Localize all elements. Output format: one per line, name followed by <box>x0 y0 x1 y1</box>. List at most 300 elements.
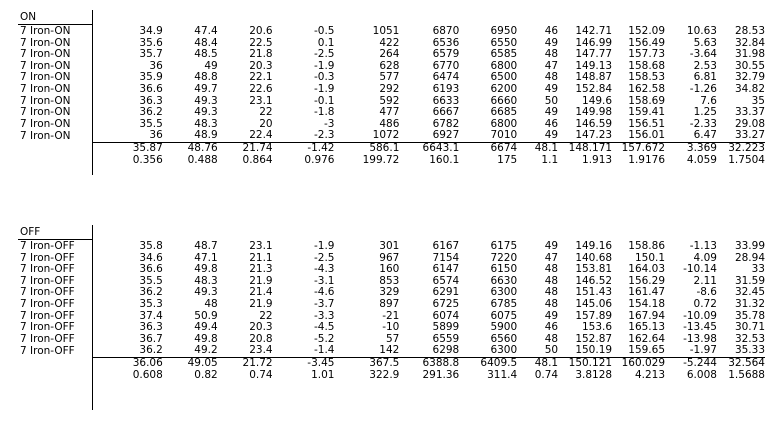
table-cell: 36.2 <box>139 286 163 299</box>
table-cell: 48 <box>544 297 559 310</box>
table-cell: 153.81 <box>575 263 613 276</box>
table-cell: -4.5 <box>313 321 335 334</box>
table-cell: 49 <box>544 240 559 252</box>
table-cell: 22.4 <box>249 129 273 142</box>
stat-cell: 0.976 <box>304 153 335 166</box>
table-cell: 146.59 <box>575 117 613 130</box>
table-cell: 29.08 <box>734 117 765 130</box>
table-cell: 49 <box>544 36 559 49</box>
table-cell: 48 <box>544 332 559 345</box>
table-cell: 21.1 <box>249 251 273 264</box>
table-cell: 6660 <box>490 94 518 107</box>
table-cell: 486 <box>379 117 400 130</box>
row-label: 7 Iron-OFF <box>20 286 75 299</box>
table-cell: 628 <box>379 59 400 72</box>
table-cell: 6927 <box>432 129 460 142</box>
table-cell: 49 <box>544 309 559 322</box>
table-cell: 36 <box>149 129 163 142</box>
table-cell: 36.3 <box>139 94 163 107</box>
table-cell: 6175 <box>490 240 518 252</box>
table-cell: 48.9 <box>194 129 218 142</box>
table-cell: -5.2 <box>313 332 335 345</box>
table-cell: -4.3 <box>313 263 335 276</box>
stat-cell: 3.369 <box>665 142 717 154</box>
table-cell: 6291 <box>432 286 460 299</box>
table-cell: -0.1 <box>313 94 335 107</box>
table-cell: 146.52 <box>575 274 613 287</box>
table-cell: 48 <box>544 286 559 299</box>
row-label: 7 Iron-ON <box>20 94 71 107</box>
table-cell: 33.27 <box>734 129 765 142</box>
stat-cell: 6388.8 <box>399 357 459 369</box>
table-cell: 6574 <box>432 274 460 287</box>
stat-cell: 322.9 <box>369 368 400 381</box>
table-cell: 157.89 <box>575 309 613 322</box>
table-cell: 592 <box>379 94 400 107</box>
table-cell: -10 <box>382 321 400 334</box>
stat-cell: -5.244 <box>665 357 717 369</box>
section-title: OFF <box>20 226 41 238</box>
table-cell: 158.68 <box>628 59 666 72</box>
table-cell: 158.69 <box>628 94 666 107</box>
section-header <box>0 10 765 24</box>
row-label <box>18 370 92 382</box>
table-cell: 159.65 <box>628 344 666 357</box>
table-cell: 301 <box>379 240 400 252</box>
table-cell: 49.4 <box>194 321 218 334</box>
table-cell: 49.3 <box>194 106 218 119</box>
table-cell: 47 <box>544 59 559 72</box>
table-cell: 2.11 <box>693 274 717 287</box>
table-cell: 6536 <box>432 36 460 49</box>
stat-cell: 6.008 <box>686 368 717 381</box>
table-cell: 158.86 <box>628 240 666 252</box>
table-cell: 164.03 <box>628 263 666 276</box>
table-cell: 1051 <box>372 25 400 37</box>
table-cell: 162.58 <box>628 82 666 95</box>
stat-cell: 21.74 <box>218 142 273 154</box>
stat-cell: 49.05 <box>163 357 218 369</box>
table-cell: 49.2 <box>194 344 218 357</box>
table-cell: 30.71 <box>734 321 765 334</box>
table-cell: 22 <box>259 309 273 322</box>
table-cell: 6474 <box>432 71 460 84</box>
table-cell: 264 <box>379 48 400 61</box>
table-row <box>18 322 765 334</box>
table-cell: 149.13 <box>575 59 613 72</box>
table-cell: 156.51 <box>628 117 666 130</box>
table-row <box>18 299 765 311</box>
table-row <box>18 345 765 357</box>
stat-cell: 0.488 <box>187 153 218 166</box>
table-cell: -8.6 <box>696 286 717 299</box>
table-cell: 49.8 <box>194 263 218 276</box>
row-label: 7 Iron-OFF <box>20 251 75 264</box>
table-cell: 32.84 <box>734 36 765 49</box>
table-cell: 6725 <box>432 297 460 310</box>
stat-cell: 1.7504 <box>728 153 765 166</box>
table-cell: 49.3 <box>194 286 218 299</box>
row-label: 7 Iron-OFF <box>20 309 75 322</box>
table-cell: 23.1 <box>249 94 273 107</box>
table-cell: 23.4 <box>249 344 273 357</box>
table-cell: 7010 <box>490 129 518 142</box>
row-label: 7 Iron-ON <box>20 106 71 119</box>
table-cell: 48.8 <box>194 71 218 84</box>
table-cell: 48.3 <box>194 274 218 287</box>
stat-cell: 36.06 <box>92 357 163 369</box>
table-cell: 147.77 <box>575 48 613 61</box>
table-cell: 48 <box>544 263 559 276</box>
table-cell: -3.1 <box>313 274 335 287</box>
table-cell: -3.7 <box>313 297 335 310</box>
table-cell: 21.9 <box>249 297 273 310</box>
table-cell: 6300 <box>490 344 518 357</box>
table-cell: 6685 <box>490 106 518 119</box>
row-label <box>18 142 92 154</box>
table-cell: 6560 <box>490 332 518 345</box>
table-cell: -2.5 <box>313 48 335 61</box>
table-cell: 20.6 <box>249 25 273 37</box>
table-cell: 48 <box>544 274 559 287</box>
table-cell: -1.97 <box>689 344 717 357</box>
table-cell: 149.98 <box>575 106 613 119</box>
stat-cell: 21.72 <box>218 357 273 369</box>
table-cell: 48 <box>544 48 559 61</box>
stat-cell: 3.8128 <box>575 368 613 381</box>
mean-row <box>18 142 765 154</box>
table-cell: 6298 <box>432 344 460 357</box>
table-cell: 48.4 <box>194 36 218 49</box>
table-cell: 140.68 <box>575 251 613 264</box>
table-cell: 154.18 <box>628 297 666 310</box>
table-cell: 36 <box>149 59 163 72</box>
stat-cell: 0.82 <box>194 368 218 381</box>
table-cell: 20.3 <box>249 321 273 334</box>
table-cell: 897 <box>379 297 400 310</box>
table-cell: 292 <box>379 82 400 95</box>
row-label: 7 Iron-OFF <box>20 332 75 345</box>
stat-cell: 175 <box>497 153 518 166</box>
table-cell: 30.55 <box>734 59 765 72</box>
table-cell: 35.6 <box>139 36 163 49</box>
data-table-off <box>18 241 765 381</box>
stat-cell: 48.1 <box>517 142 558 154</box>
table-cell: 28.53 <box>734 25 765 37</box>
table-cell: 34.9 <box>139 25 163 37</box>
table-cell: 142 <box>379 344 400 357</box>
table-cell: 31.32 <box>734 297 765 310</box>
table-cell: 32.45 <box>734 286 765 299</box>
table-row <box>18 130 765 142</box>
table-cell: 32.53 <box>734 332 765 345</box>
table-cell: 148.87 <box>575 71 613 84</box>
table-cell: 49 <box>544 82 559 95</box>
table-cell: 165.13 <box>628 321 666 334</box>
table-cell: -13.45 <box>683 321 717 334</box>
table-cell: 477 <box>379 106 400 119</box>
table-cell: 36.6 <box>139 263 163 276</box>
table-cell: -21 <box>382 309 400 322</box>
table-row <box>18 84 765 96</box>
table-cell: 0.1 <box>317 36 335 49</box>
table-cell: 153.6 <box>582 321 613 334</box>
row-label <box>18 357 92 369</box>
table-cell: 329 <box>379 286 400 299</box>
table-cell: 46 <box>544 321 559 334</box>
table-cell: 156.49 <box>628 36 666 49</box>
table-cell: 6167 <box>432 240 460 252</box>
row-label: 7 Iron-ON <box>20 36 71 49</box>
table-cell: 49.3 <box>194 94 218 107</box>
stat-cell: 1.5688 <box>728 368 765 381</box>
table-cell: 21.3 <box>249 263 273 276</box>
table-cell: 6500 <box>490 71 518 84</box>
table-cell: 35.78 <box>734 309 765 322</box>
stat-cell: 0.74 <box>534 368 559 381</box>
table-cell: 36.7 <box>139 332 163 345</box>
stat-cell: 157.672 <box>612 142 665 154</box>
table-cell: 22.1 <box>249 71 273 84</box>
stat-cell: 6409.5 <box>459 357 517 369</box>
table-cell: 161.47 <box>628 286 666 299</box>
table-cell: 48 <box>544 71 559 84</box>
table-cell: 22.5 <box>249 36 273 49</box>
row-label: 7 Iron-OFF <box>20 344 75 357</box>
table-cell: 6800 <box>490 59 518 72</box>
table-cell: 6782 <box>432 117 460 130</box>
stat-cell: 160.1 <box>429 153 460 166</box>
mean-row <box>18 357 765 369</box>
table-cell: -1.9 <box>313 59 335 72</box>
table-cell: 156.29 <box>628 274 666 287</box>
table-cell: 36.6 <box>139 82 163 95</box>
table-cell: 1.25 <box>693 106 717 119</box>
table-cell: -3.3 <box>313 309 335 322</box>
table-cell: 35.9 <box>139 71 163 84</box>
table-cell: 33.37 <box>734 106 765 119</box>
stat-cell: 311.4 <box>487 368 518 381</box>
table-cell: 152.09 <box>628 25 666 37</box>
stat-cell: -1.42 <box>273 142 335 154</box>
table-cell: 47 <box>544 251 559 264</box>
table-cell: 35.3 <box>139 297 163 310</box>
stat-cell: 1.1 <box>541 153 559 166</box>
table-cell: -10.14 <box>683 263 717 276</box>
stdev-row <box>18 370 765 382</box>
table-cell: 28.94 <box>734 251 765 264</box>
table-cell: 146.99 <box>575 36 613 49</box>
row-label: 7 Iron-ON <box>20 117 71 130</box>
table-cell: 10.63 <box>686 25 717 37</box>
table-cell: 149.6 <box>582 94 613 107</box>
table-cell: 5900 <box>490 321 518 334</box>
table-cell: 36.2 <box>139 106 163 119</box>
table-cell: 5.63 <box>693 36 717 49</box>
table-cell: 422 <box>379 36 400 49</box>
row-label: 7 Iron-ON <box>20 82 71 95</box>
table-row <box>18 26 765 38</box>
table-cell: -2.33 <box>689 117 717 130</box>
table-cell: 150.1 <box>634 251 666 264</box>
section-header <box>0 225 765 239</box>
table-cell: 6633 <box>432 94 460 107</box>
table-cell: 49.7 <box>194 82 218 95</box>
table-cell: 152.87 <box>575 332 613 345</box>
row-label: 7 Iron-ON <box>20 48 71 61</box>
table-cell: 0.72 <box>693 297 717 310</box>
table-cell: 6785 <box>490 297 518 310</box>
stat-cell: 35.87 <box>92 142 163 154</box>
table-cell: 35 <box>751 94 765 107</box>
table-cell: -3 <box>324 117 335 130</box>
table-cell: 7.6 <box>700 94 717 107</box>
table-cell: 20 <box>259 117 273 130</box>
table-cell: 31.98 <box>734 48 765 61</box>
table-cell: 35.5 <box>139 274 163 287</box>
table-cell: -1.26 <box>689 82 717 95</box>
table-cell: 6950 <box>490 25 518 37</box>
table-cell: 35.5 <box>139 117 163 130</box>
table-cell: 46 <box>544 25 559 37</box>
table-cell: 6074 <box>432 309 460 322</box>
row-label: 7 Iron-OFF <box>20 240 75 252</box>
table-cell: 47.1 <box>194 251 218 264</box>
table-cell: 6200 <box>490 82 518 95</box>
stat-cell: 0.356 <box>132 153 163 166</box>
row-label: 7 Iron-OFF <box>20 263 75 276</box>
stat-cell: 0.608 <box>132 368 163 381</box>
table-cell: 35.8 <box>139 240 163 252</box>
table-cell: 48 <box>204 297 218 310</box>
table-cell: -13.98 <box>683 332 717 345</box>
table-cell: -1.13 <box>689 240 717 252</box>
table-cell: 853 <box>379 274 400 287</box>
table-cell: 22.6 <box>249 82 273 95</box>
table-cell: 157.73 <box>628 48 666 61</box>
stat-cell: 48.1 <box>517 357 558 369</box>
table-cell: 6585 <box>490 48 518 61</box>
table-cell: 145.06 <box>575 297 613 310</box>
table-cell: 32.79 <box>734 71 765 84</box>
stat-cell: 586.1 <box>334 142 399 154</box>
table-cell: 6559 <box>432 332 460 345</box>
stat-cell: 0.74 <box>249 368 273 381</box>
table-cell: 21.4 <box>249 286 273 299</box>
row-label: 7 Iron-ON <box>20 59 71 72</box>
stat-cell: 6674 <box>459 142 517 154</box>
table-cell: 150.19 <box>575 344 613 357</box>
table-cell: -10.09 <box>683 309 717 322</box>
table-cell: 34.82 <box>734 82 765 95</box>
section-off <box>0 225 765 381</box>
table-cell: 49 <box>204 59 218 72</box>
table-cell: 49 <box>544 106 559 119</box>
table-cell: 6800 <box>490 117 518 130</box>
table-cell: 48.3 <box>194 117 218 130</box>
stat-cell: 4.213 <box>634 368 666 381</box>
table-cell: 160 <box>379 263 400 276</box>
table-cell: 6550 <box>490 36 518 49</box>
table-cell: 2.53 <box>693 59 717 72</box>
table-cell: 6.47 <box>693 129 717 142</box>
stat-cell: 0.864 <box>242 153 273 166</box>
table-cell: 6770 <box>432 59 460 72</box>
table-cell: -1.8 <box>313 106 335 119</box>
table-cell: 6300 <box>490 286 518 299</box>
stat-cell: 160.029 <box>612 357 665 369</box>
table-cell: 4.09 <box>693 251 717 264</box>
table-cell: -0.5 <box>313 25 335 37</box>
table-cell: 21.9 <box>249 274 273 287</box>
table-cell: 50 <box>544 344 559 357</box>
row-label: 7 Iron-OFF <box>20 297 75 310</box>
table-cell: 50.9 <box>194 309 218 322</box>
stat-cell: 32.564 <box>717 357 765 369</box>
row-label <box>18 155 92 167</box>
table-cell: 6075 <box>490 309 518 322</box>
table-cell: -1.9 <box>313 82 335 95</box>
table-cell: 47.4 <box>194 25 218 37</box>
table-cell: 162.64 <box>628 332 666 345</box>
table-cell: 149.16 <box>575 240 613 252</box>
stat-cell: 32.223 <box>717 142 765 154</box>
table-cell: 6150 <box>490 263 518 276</box>
table-cell: 142.71 <box>575 25 613 37</box>
table-row <box>18 107 765 119</box>
row-label: 7 Iron-OFF <box>20 274 75 287</box>
table-cell: 50 <box>544 94 559 107</box>
stat-cell: 291.36 <box>422 368 460 381</box>
table-cell: 6579 <box>432 48 460 61</box>
table-cell: 967 <box>379 251 400 264</box>
table-cell: -1.4 <box>313 344 335 357</box>
table-cell: 5899 <box>432 321 460 334</box>
table-cell: 147.23 <box>575 129 613 142</box>
table-cell: 36.2 <box>139 344 163 357</box>
table-cell: 20.8 <box>249 332 273 345</box>
table-cell: 151.43 <box>575 286 613 299</box>
table-cell: 159.41 <box>628 106 666 119</box>
table-cell: 6870 <box>432 25 460 37</box>
stdev-row <box>18 155 765 167</box>
table-cell: -3.64 <box>689 48 717 61</box>
table-cell: 7154 <box>432 251 460 264</box>
table-cell: 6667 <box>432 106 460 119</box>
stat-cell: 367.5 <box>334 357 399 369</box>
table-cell: 22 <box>259 106 273 119</box>
table-cell: 23.1 <box>249 240 273 252</box>
stat-cell: 6643.1 <box>399 142 459 154</box>
stat-cell: -3.45 <box>273 357 335 369</box>
table-cell: 34.6 <box>139 251 163 264</box>
table-cell: -4.6 <box>313 286 335 299</box>
table-cell: 49 <box>544 129 559 142</box>
table-cell: 57 <box>385 332 400 345</box>
stat-cell: 1.9176 <box>628 153 666 166</box>
table-cell: 31.59 <box>734 274 765 287</box>
table-cell: 6193 <box>432 82 460 95</box>
row-label: 7 Iron-ON <box>20 71 71 84</box>
table-cell: 33.99 <box>734 240 765 252</box>
table-cell: -2.5 <box>313 251 335 264</box>
table-cell: -1.9 <box>313 240 335 252</box>
table-cell: 158.53 <box>628 71 666 84</box>
stat-cell: 1.913 <box>582 153 613 166</box>
table-cell: 577 <box>379 71 400 84</box>
table-cell: 1072 <box>372 129 400 142</box>
table-cell: 46 <box>544 117 559 130</box>
